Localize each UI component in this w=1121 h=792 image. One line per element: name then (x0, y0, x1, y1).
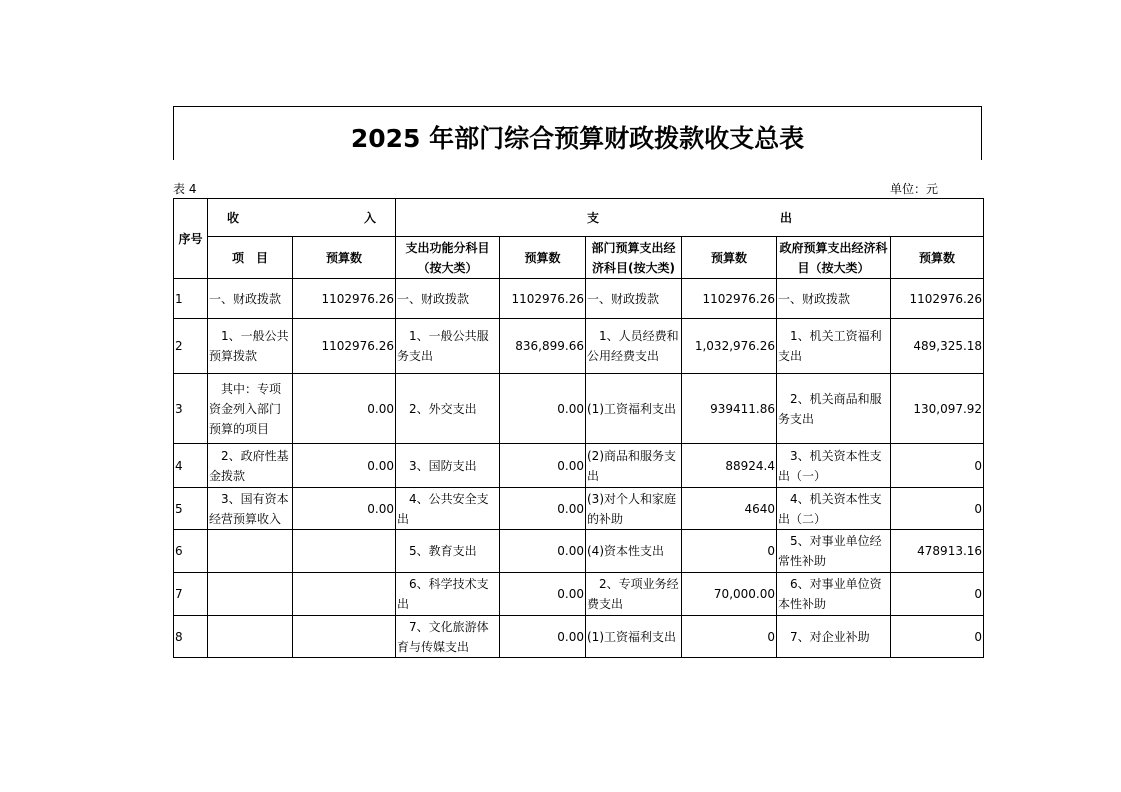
table-number: 表 4 (173, 182, 197, 196)
gov-amount: 478913.16 (891, 530, 984, 573)
title-box (173, 106, 982, 160)
func-item: 5、教育支出 (396, 530, 500, 573)
func-amount: 0.00 (500, 530, 586, 573)
row-seq: 6 (174, 530, 208, 573)
table-row (174, 530, 984, 573)
gov-item: 4、机关资本性支出（二） (777, 488, 891, 530)
gov-item: 3、机关资本性支出（一） (777, 444, 891, 488)
gov-item: 一、财政拨款 (777, 279, 891, 319)
dept-item: 一、财政拨款 (586, 279, 682, 319)
income-amount: 1102976.26 (293, 319, 396, 374)
table-row (174, 573, 984, 616)
header-gov-econ: 政府预算支出经济科目（按大类） (777, 237, 891, 279)
budget-table (173, 198, 984, 658)
gov-amount: 0 (891, 444, 984, 488)
header-expense-group (396, 199, 984, 237)
dept-amount: 1102976.26 (682, 279, 777, 319)
income-item (208, 616, 293, 658)
income-item (208, 573, 293, 616)
header-func-class: 支出功能分科目（按大类） (396, 237, 500, 279)
header-seq: 序号 (174, 199, 208, 279)
func-amount: 0.00 (500, 374, 586, 444)
income-amount: 0.00 (293, 444, 396, 488)
header-func-budget: 预算数 (500, 237, 586, 279)
row-seq: 2 (174, 319, 208, 374)
income-amount: 1102976.26 (293, 279, 396, 319)
income-amount (293, 573, 396, 616)
header-income-group (208, 199, 396, 237)
header-row-columns (174, 237, 984, 279)
dept-amount: 70,000.00 (682, 573, 777, 616)
gov-amount: 0 (891, 616, 984, 658)
income-item: 其中：专项资金列入部门预算的项目 (208, 374, 293, 444)
row-seq: 5 (174, 488, 208, 530)
table-row (174, 488, 984, 530)
dept-item: (1)工资福利支出 (586, 616, 682, 658)
dept-amount: 1,032,976.26 (682, 319, 777, 374)
income-amount: 0.00 (293, 488, 396, 530)
income-amount (293, 616, 396, 658)
row-seq: 8 (174, 616, 208, 658)
gov-amount: 489,325.18 (891, 319, 984, 374)
table-row (174, 319, 984, 374)
dept-amount: 88924.4 (682, 444, 777, 488)
row-seq: 4 (174, 444, 208, 488)
income-amount (293, 530, 396, 573)
func-item: 4、公共安全支出 (396, 488, 500, 530)
unit-label: 单位：元 (890, 182, 939, 196)
func-item: 6、科学技术支出 (396, 573, 500, 616)
dept-item: (2)商品和服务支出 (586, 444, 682, 488)
header-expense-a: 支 (587, 210, 600, 225)
income-amount: 0.00 (293, 374, 396, 444)
func-item: 一、财政拨款 (396, 279, 500, 319)
func-amount: 0.00 (500, 573, 586, 616)
gov-item: 1、机关工资福利支出 (777, 319, 891, 374)
income-item: 一、财政拨款 (208, 279, 293, 319)
gov-amount: 0 (891, 573, 984, 616)
table-row (174, 444, 984, 488)
header-dept-econ: 部门预算支出经济科目(按大类) (586, 237, 682, 279)
dept-amount: 0 (682, 530, 777, 573)
row-seq: 7 (174, 573, 208, 616)
gov-amount: 1102976.26 (891, 279, 984, 319)
income-item: 3、国有资本经营预算收入 (208, 488, 293, 530)
income-item (208, 530, 293, 573)
header-expense-b: 出 (780, 210, 793, 225)
func-item: 7、文化旅游体育与传媒支出 (396, 616, 500, 658)
table-row (174, 279, 984, 319)
page-title: 2025 年部门综合预算财政拨款收支总表 (350, 124, 805, 153)
table-row (174, 374, 984, 444)
income-item: 2、政府性基金拨款 (208, 444, 293, 488)
table-row (174, 616, 984, 658)
header-gov-budget: 预算数 (891, 237, 984, 279)
dept-amount: 0 (682, 616, 777, 658)
func-amount: 0.00 (500, 444, 586, 488)
dept-amount: 4640 (682, 488, 777, 530)
func-amount: 0.00 (500, 616, 586, 658)
dept-item: (1)工资福利支出 (586, 374, 682, 444)
gov-amount: 130,097.92 (891, 374, 984, 444)
dept-item: (3)对个人和家庭的补助 (586, 488, 682, 530)
header-income-b: 入 (363, 210, 376, 225)
func-amount: 836,899.66 (500, 319, 586, 374)
gov-item: 2、机关商品和服务支出 (777, 374, 891, 444)
header-income-budget: 预算数 (293, 237, 396, 279)
header-row-group (174, 199, 984, 237)
func-amount: 1102976.26 (500, 279, 586, 319)
income-item: 1、一般公共预算拨款 (208, 319, 293, 374)
header-income-a: 收 (227, 210, 240, 225)
gov-item: 7、对企业补助 (777, 616, 891, 658)
gov-item: 6、对事业单位资本性补助 (777, 573, 891, 616)
gov-amount: 0 (891, 488, 984, 530)
row-seq: 1 (174, 279, 208, 319)
func-item: 2、外交支出 (396, 374, 500, 444)
func-item: 3、国防支出 (396, 444, 500, 488)
func-amount: 0.00 (500, 488, 586, 530)
header-item: 项 目 (208, 237, 293, 279)
dept-item: 1、人员经费和公用经费支出 (586, 319, 682, 374)
header-dept-budget: 预算数 (682, 237, 777, 279)
row-seq: 3 (174, 374, 208, 444)
dept-item: 2、专项业务经费支出 (586, 573, 682, 616)
dept-item: (4)资本性支出 (586, 530, 682, 573)
gov-item: 5、对事业单位经常性补助 (777, 530, 891, 573)
dept-amount: 939411.86 (682, 374, 777, 444)
func-item: 1、一般公共服务支出 (396, 319, 500, 374)
